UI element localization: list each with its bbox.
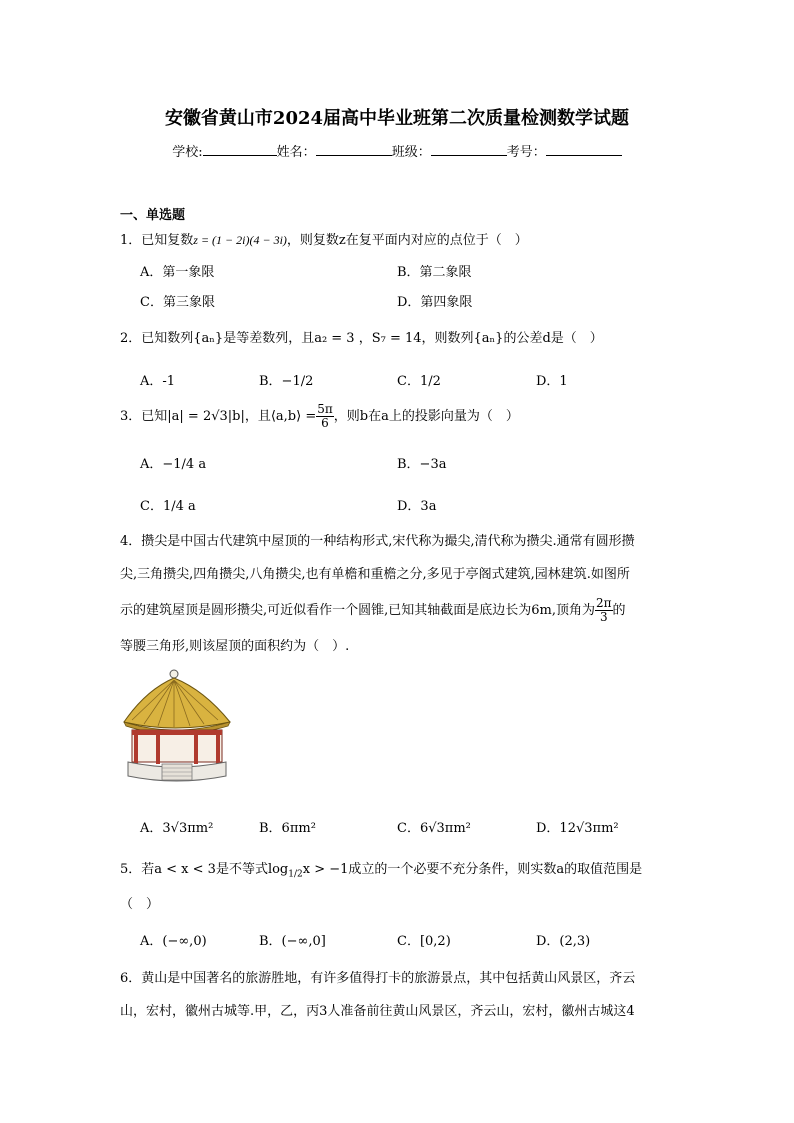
question-4-line-1: 4．攒尖是中国古代建筑中屋顶的一种结构形式,宋代称为撮尖,清代称为攒尖.通常有圆形攒 xyxy=(120,534,635,549)
q3-frac-num: 5π xyxy=(317,402,333,416)
q3-option-b[interactable]: B．−3a xyxy=(397,457,447,472)
q1-suffix: ，则复数z在复平面内对应的点位于（ ） xyxy=(286,233,528,248)
q1-option-b[interactable]: B．第二象限 xyxy=(397,265,472,280)
question-6-line-1: 6．黄山是中国著名的旅游胜地，有许多值得打卡的旅游景点，其中包括黄山风景区，齐云 xyxy=(120,971,636,986)
name-blank[interactable] xyxy=(316,143,392,156)
q4-apex-angle-fraction xyxy=(595,597,613,624)
q1-formula: z = (1 − 2i)(4 − 3i) xyxy=(193,233,287,247)
exam-no-label: 考号： xyxy=(506,145,546,160)
question-3-stem xyxy=(120,403,519,430)
q1-option-c[interactable]: C．第三象限 xyxy=(140,295,215,310)
question-5-line-2: （ ） xyxy=(120,897,160,912)
school-label: 学校: xyxy=(172,145,203,160)
class-label: 班级： xyxy=(391,145,431,160)
q5-option-d[interactable]: D．(2,3) xyxy=(536,934,591,949)
q4-frac-num: 2π xyxy=(596,596,612,610)
q3-option-a[interactable]: A．−1/4 a xyxy=(140,457,207,472)
q5-log-base: 1/2 xyxy=(288,869,303,880)
q3-option-c[interactable]: C．1/4 a xyxy=(140,499,196,514)
section-heading-single-choice: 一、单选题 xyxy=(120,208,186,223)
q5-text-b: x > −1成立的一个必要不充分条件，则实数a的取值范围是 xyxy=(302,862,643,877)
school-blank[interactable] xyxy=(203,143,277,156)
question-4-line-4: 等腰三角形,则该屋顶的面积约为（ ）. xyxy=(120,639,350,654)
q3-angle-fraction xyxy=(316,403,334,430)
q5-text-a: 5．若a < x < 3是不等式log xyxy=(120,862,289,877)
page-title: 安徽省黄山市2024届高中毕业班第二次质量检测数学试题 xyxy=(164,108,630,129)
q2-option-d[interactable]: D．1 xyxy=(536,374,568,389)
q1-option-a[interactable]: A．第一象限 xyxy=(140,265,215,280)
q2-option-b[interactable]: B．−1/2 xyxy=(259,374,314,389)
q3-option-d[interactable]: D．3a xyxy=(397,499,437,514)
q5-option-b[interactable]: B．(−∞,0] xyxy=(259,934,326,949)
q4-option-a[interactable]: A．3√3πm² xyxy=(140,821,214,836)
q3-text-b: ，则b在a上的投影向量为（ ） xyxy=(333,409,519,424)
question-4-line-3 xyxy=(120,597,626,624)
q4-frac-den: 3 xyxy=(599,610,608,624)
q3-text-a: 3．已知|a| = 2√3|b|，且⟨a,b⟩ = xyxy=(120,409,317,424)
q5-option-a[interactable]: A．(−∞,0) xyxy=(140,934,207,949)
question-4-line-2: 尖,三角攒尖,四角攒尖,八角攒尖,也有单檐和重檐之分,多见于亭阁式建筑,园林建筑.如图所 xyxy=(120,567,630,582)
question-5-stem xyxy=(120,858,642,880)
q4-option-b[interactable]: B．6πm² xyxy=(259,821,316,836)
q2-option-a[interactable]: A．-1 xyxy=(140,374,176,389)
question-1-stem xyxy=(120,229,528,248)
exam-no-blank[interactable] xyxy=(546,143,622,156)
pavilion-illustration xyxy=(118,668,238,786)
question-6-line-2: 山，宏村，徽州古城等.甲，乙，丙3人准备前往黄山风景区，齐云山，宏村，徽州古城这4 xyxy=(120,1004,635,1019)
q4-line3-text-b: 的 xyxy=(612,603,626,618)
q1-option-d[interactable]: D．第四象限 xyxy=(397,295,473,310)
q5-option-c[interactable]: C．[0,2) xyxy=(397,934,451,949)
student-info-line xyxy=(0,141,794,160)
class-blank[interactable] xyxy=(431,143,507,156)
q2-option-c[interactable]: C．1/2 xyxy=(397,374,441,389)
question-2-stem: 2．已知数列{aₙ}是等差数列，且a₂ = 3 ，S₇ = 14，则数列{aₙ}的公差d是（ ） xyxy=(120,331,603,346)
q4-line3-text-a: 示的建筑屋顶是圆形攒尖,可近似看作一个圆锥,已知其轴截面是底边长为6m,顶角为 xyxy=(120,603,595,618)
name-label: 姓名： xyxy=(276,145,316,160)
q4-option-d[interactable]: D．12√3πm² xyxy=(536,821,619,836)
q3-frac-den: 6 xyxy=(321,416,329,430)
q1-prefix: 1．已知复数 xyxy=(120,233,194,248)
q4-option-c[interactable]: C．6√3πm² xyxy=(397,821,471,836)
